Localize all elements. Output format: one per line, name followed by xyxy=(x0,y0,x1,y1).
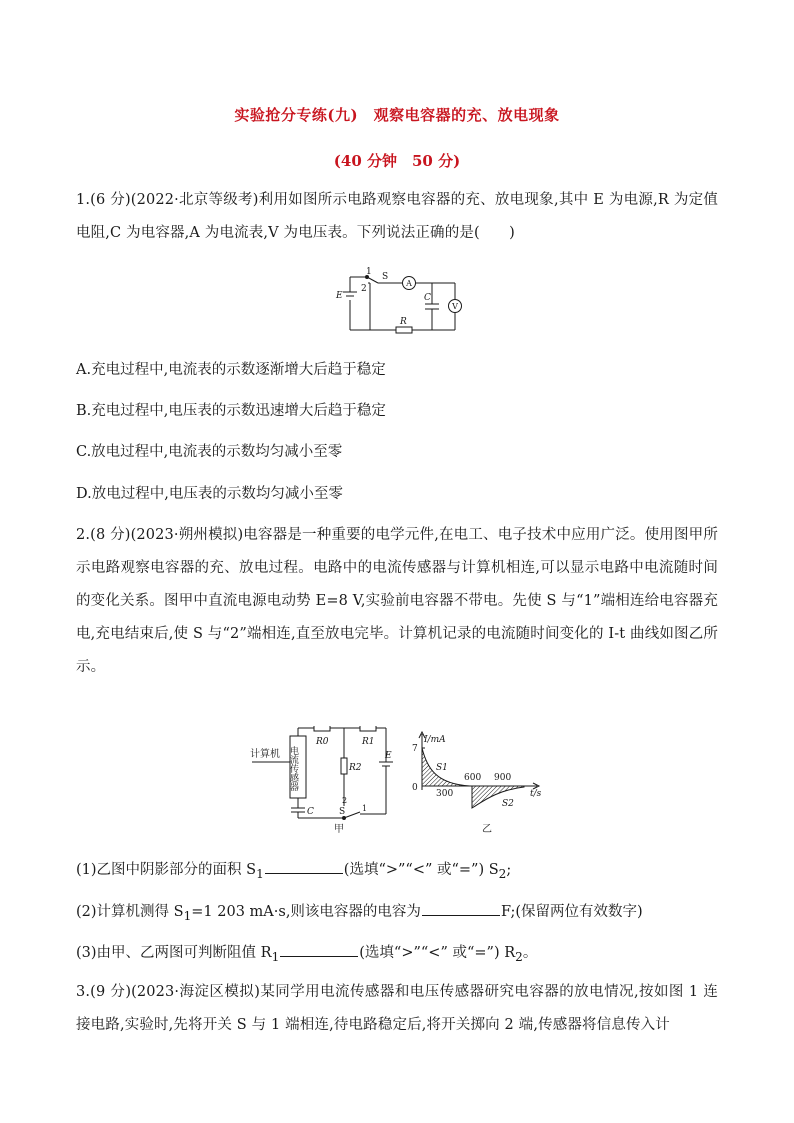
yi-ylabel: I/mA xyxy=(424,735,446,745)
q2-sub3-text-c: 。 xyxy=(522,945,538,961)
q1-option-a: A.充电过程中,电流表的示数逐渐增大后趋于稳定 xyxy=(76,362,386,378)
q2-sub3-text-b: (选填“>”“<” 或“=”) R xyxy=(359,945,516,961)
q2-sub1-sub2: 2 xyxy=(498,866,507,881)
q2-sub1-blank[interactable] xyxy=(265,859,343,874)
q2-stem: 2.(8 分)(2023·朔州模拟)电容器是一种重要的电学元件,在电工、电子技术中应用广泛。使用图甲所示电路观察电容器的充、放电过程。电路中的电流传感器与计算机相连,可以显示电路中电流随时间的变化关系。图甲中直流电源电动势 E=8 V,实验前电容器不带电。先使 S 与“1”端相连给电容器充电,充电结束后,使 S 与“2”端相连,直至放电完毕。计算机记录的电流随时间变化的 I-t 曲线如图乙所示。 xyxy=(76,527,718,675)
jia-S: S xyxy=(339,807,346,817)
q2-sub2-sub1: 1 xyxy=(183,908,192,923)
q1-circuit-figure xyxy=(330,266,470,338)
voltmeter-symbol: V xyxy=(452,302,458,311)
q2-sub2-text-c: F;(保留两位有效数字) xyxy=(500,904,643,920)
q2-sub2-text-b: =1 203 mA·s,则该电容器的电容为 xyxy=(191,904,421,920)
figure-jia-caption: 甲 xyxy=(334,824,344,835)
q2-sub2-text-a: (2)计算机测得 S xyxy=(76,904,184,920)
yi-x900: 900 xyxy=(494,773,512,783)
q2-sub3 xyxy=(76,941,718,964)
yi-x600: 600 xyxy=(464,773,482,783)
q2-sub3-text-a: (3)由甲、乙两图可判断阻值 R xyxy=(76,945,272,961)
yi-y0: 0 xyxy=(412,783,418,793)
yi-S1: S1 xyxy=(436,763,448,773)
jia-C: C xyxy=(307,807,314,817)
q1-option-d: D.放电过程中,电压表的示数均匀减小至零 xyxy=(76,486,343,502)
jia-R1: R1 xyxy=(362,737,375,747)
q2-sub1-text-c: ; xyxy=(506,862,512,878)
yi-y7: 7 xyxy=(412,744,418,754)
ammeter-symbol: A xyxy=(406,279,412,288)
yi-xlabel: t/s xyxy=(530,789,542,799)
q2-sub2-blank[interactable] xyxy=(422,901,500,916)
q1-label-1: 1 xyxy=(366,267,372,277)
q2-sub3-sub1: 1 xyxy=(271,949,280,964)
q1-label-R: R xyxy=(400,317,407,327)
q1-stem: 1.(6 分)(2022·北京等级考)利用如图所示电路观察电容器的充、放电现象,其中 E 为电源,R 为定值电阻,C 为电容器,A 为电流表,V 为电压表。下列说法正确的是( ) xyxy=(76,192,718,241)
yi-S2: S2 xyxy=(502,799,514,809)
q1-label-S: S xyxy=(382,272,389,282)
computer-label: 计算机 xyxy=(250,749,280,760)
q2-sub1-text-a: (1)乙图中阴影部分的面积 S xyxy=(76,862,257,878)
q3-stem: 3.(9 分)(2023·海淀区模拟)某同学用电流传感器和电压传感器研究电容器的放电情况,按如图 1 连接电路,实验时,先将开关 S 与 1 端相连,待电路稳定后,将开关掷向 2 端,传感器将信息传入计 xyxy=(76,984,718,1033)
current-sensor-label: 电流传感器 xyxy=(288,746,298,791)
page-title: 实验抢分专练(九) 观察电容器的充、放电现象 xyxy=(234,106,560,124)
figure-yi-caption: 乙 xyxy=(482,824,492,835)
q2-sub1-sub1: 1 xyxy=(256,866,264,881)
q2-sub3-blank[interactable] xyxy=(280,942,358,957)
jia-R2: R2 xyxy=(349,763,362,773)
q2-sub3-sub2: 2 xyxy=(515,949,523,964)
q2-sub1 xyxy=(76,858,718,881)
jia-E: E xyxy=(385,751,392,761)
q2-sub1-text-b: (选填“>”“<” 或“=”) S xyxy=(343,862,499,878)
q1-option-c: C.放电过程中,电流表的示数均匀减小至零 xyxy=(76,444,343,460)
jia-R0: R0 xyxy=(316,737,329,747)
q2-it-graph-yi xyxy=(402,728,552,836)
yi-x300: 300 xyxy=(436,789,454,799)
q1-option-b: B.充电过程中,电压表的示数迅速增大后趋于稳定 xyxy=(76,403,386,419)
time-score: (40 分钟 50 分) xyxy=(333,152,461,170)
q1-label-E: E xyxy=(336,291,343,301)
q2-circuit-figure-jia xyxy=(248,726,398,836)
q1-label-2: 2 xyxy=(361,284,367,294)
q2-sub2 xyxy=(76,900,718,923)
jia-terminal-2: 2 xyxy=(342,796,348,805)
jia-terminal-1: 1 xyxy=(362,804,368,813)
q1-label-C: C xyxy=(424,293,431,303)
